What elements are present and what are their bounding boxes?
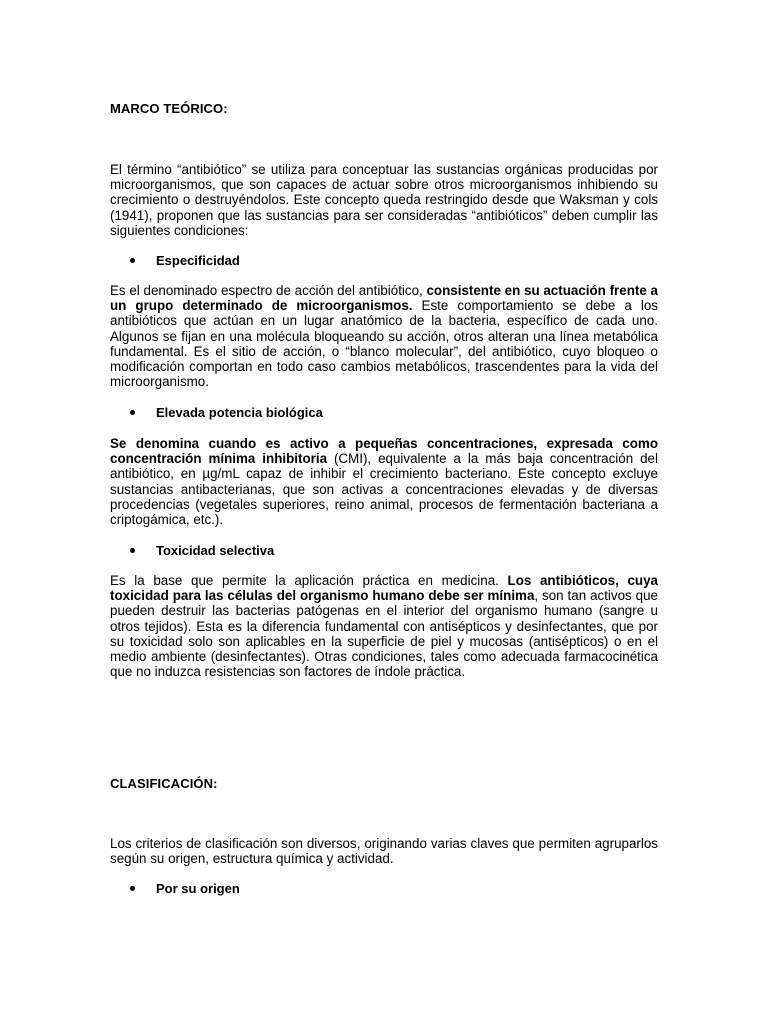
bullet-especificidad: [130, 253, 240, 268]
toxicidad-text-2: , son tan activos que pueden destruir las bacterias patógenas en el interior del organismo humano (sangre u otros tejidos). Esta es la diferencia fundamental con antisépticos y desinfectantes, que por su toxicidad solo son aplicables en la superficie de piel y mucosas (antisépticos) o en el medio ambiente (desinfectantes). Otras condiciones, tales como adecuada farmacocinética que no induzca resistencias son factores de índole práctica.: [110, 588, 658, 680]
especificidad-paragraph: [110, 283, 658, 389]
bullet-dot-icon: [130, 258, 135, 263]
especificidad-bold: consistente en su actuación frente a un grupo determinado de microorganismos.: [110, 283, 658, 314]
bullet-dot-icon: [130, 548, 135, 553]
bullet-toxicidad: [130, 543, 275, 558]
potencia-paragraph: [110, 436, 658, 527]
bullet-potencia: [130, 405, 323, 420]
bullet-dot-icon: [130, 410, 135, 415]
bullet-label: Por su origen: [156, 881, 240, 896]
heading-marco-teorico: MARCO TEÓRICO:: [110, 101, 228, 116]
heading-clasificacion: CLASIFICACIÓN:: [110, 776, 218, 791]
toxicidad-bold: Los antibióticos, cuya toxicidad para las células del organismo humano debe ser mínima: [110, 573, 658, 604]
bullet-dot-icon: [130, 886, 135, 891]
toxicidad-text-1: Es la base que permite la aplicación práctica en medicina.: [110, 573, 508, 588]
especificidad-text-2: Este comportamiento se debe a los antibióticos que actúan en un lugar anatómico de la bacteria, específico de cada uno. Algunos se fijan en una molécula bloqueando su acción, otros alteran una línea metabólica fundamental. Es el sitio de acción, o “blanco molecular”, del antibiótico, cuyo bloqueo o modificación comportan en todo caso cambios metabólicos, trascendentes para la vida del microorganismo.: [110, 298, 658, 390]
bullet-label: Especificidad: [156, 253, 240, 268]
potencia-text: (CMI), equivalente a la más baja concentración del antibiótico, en µg/mL capaz de inhibir el crecimiento bacteriano. Este concepto excluye sustancias antibacterianas, que son activas a concentraciones elevadas y de diversas procedencias (vegetales superiores, reino animal, procesos de fermentación bacteriana a criptogámica, etc.).: [110, 451, 658, 528]
especificidad-text-1: Es el denominado espectro de acción del antibiótico,: [110, 283, 427, 298]
intro-paragraph: El término “antibiótico” se utiliza para conceptuar las sustancias orgánicas producidas por microorganismos, que son capaces de actuar sobre otros microorganismos inhibiendo su crecimiento o destruyéndolos. Este concepto queda restringido desde que Waksman y cols (1941), proponen que las sustancias para ser consideradas “antibióticos” deben cumplir las siguientes condiciones:: [110, 162, 658, 238]
potencia-bold: Se denomina cuando es activo a pequeñas concentraciones, expresada como concentración mínima inhibitoria: [110, 436, 658, 467]
bullet-label: Toxicidad selectiva: [156, 543, 275, 558]
bullet-origen: [130, 881, 240, 896]
clasificacion-paragraph: Los criterios de clasificación son diversos, originando varias claves que permiten agruparlos según su origen, estructura química y actividad.: [110, 836, 658, 867]
bullet-label: Elevada potencia biológica: [156, 405, 323, 420]
toxicidad-paragraph: [110, 573, 658, 679]
